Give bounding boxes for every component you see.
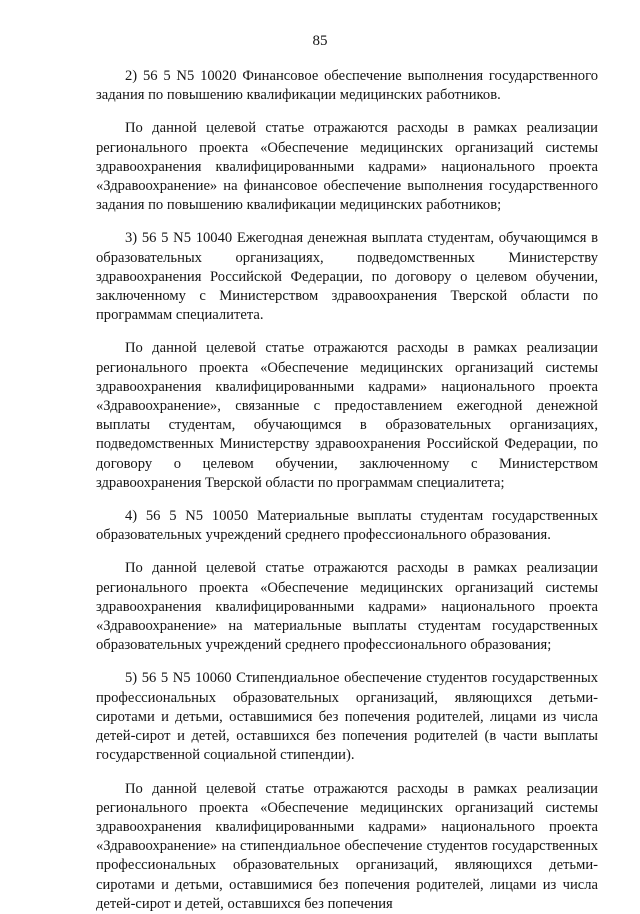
article-description-10050: По данной целевой статье отражаются расходы в рамках реализации регионального проекта «Обеспечение медицинских организаций системы здравоохранения квалифицированными кадрами» национального проекта «Здравоохранение» на материальные выплаты студентам государственных образовательных учреждений среднего профессионального образования; (96, 560, 598, 654)
article-heading-10020: 2) 56 5 N5 10020 Финансовое обеспечение выполнения государственного задания по повышению квалификации медицинских работников. (96, 68, 598, 104)
article-heading-10050: 4) 56 5 N5 10050 Материальные выплаты студентам государственных образовательных учреждений среднего профессионального образования. (96, 508, 598, 544)
article-description-10060: По данной целевой статье отражаются расходы в рамках реализации регионального проекта «Обеспечение медицинских организаций системы здравоохранения квалифицированными кадрами» национального проекта «Здравоохранение» на стипендиальное обеспечение студентов государственных профессиональных образовательных организаций, являющихся детьми-сиротами и детьми, оставшимися без попечения родителей, лицами из числа детей-сирот и детей, оставшихся без попечения (96, 780, 598, 912)
article-heading-10040: 3) 56 5 N5 10040 Ежегодная денежная выплата студентам, обучающимся в образовательных организациях, подведомственных Министерству здравоохранения Российской Федерации, по договору о целевом обучении, заключенному с Министерством здравоохранения Тверской области по программам специалитета. (96, 230, 598, 324)
article-description-10020: По данной целевой статье отражаются расходы в рамках реализации регионального проекта «Обеспечение медицинских организаций системы здравоохранения квалифицированными кадрами» национального проекта «Здравоохранение» на финансовое обеспечение выполнения государственного задания по повышению квалификации медицинских работников; (96, 120, 598, 214)
article-description-10040: По данной целевой статье отражаются расходы в рамках реализации регионального проекта «Обеспечение медицинских организаций системы здравоохранения квалифицированными кадрами» национального проекта «Здравоохранение», связанные с предоставлением ежегодной денежной выплаты студентам, обучающимся в образовательных организациях, подведомственных Министерству здравоохранения Российской Федерации, по договору о целевом обучении, заключенному с Министерством здравоохранения Тверской области по программам специалитета; (96, 340, 598, 491)
article-heading-10060: 5) 56 5 N5 10060 Стипендиальное обеспечение студентов государственных профессиональных образовательных организаций, являющихся детьми-сиротами и детьми, оставшимися без попечения родителей, лицами из числа детей-сирот и детей, оставшихся без попечения родителей (в части выплаты государственной социальной стипендии). (96, 670, 598, 764)
page-body (96, 67, 598, 914)
page-number: 85 (312, 33, 328, 49)
